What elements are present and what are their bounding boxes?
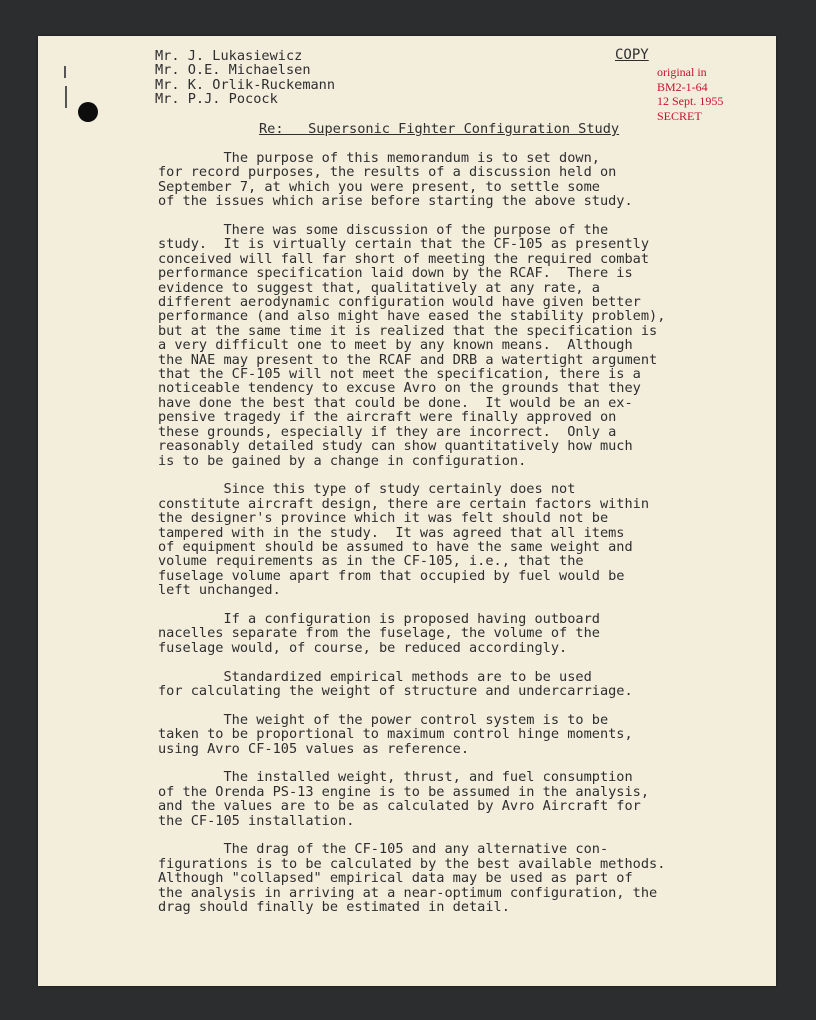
memo-line: different aerodynamic configuration would have given better <box>158 294 641 311</box>
memo-line: fuselage volume apart from that occupied by fuel would be <box>158 567 625 584</box>
memo-line: of the Orenda PS-13 engine is to be assumed in the analysis, <box>158 783 650 800</box>
memo-line: and the values are to be as calculated by Avro Aircraft for <box>158 798 641 815</box>
document-page <box>38 36 776 986</box>
memo-line: If a configuration is proposed having outboard <box>158 610 600 627</box>
memo-line: Since this type of study certainly does not <box>158 481 576 498</box>
memo-line: volume requirements as in the CF-105, i.e., that the <box>158 553 584 570</box>
memo-line: The purpose of this memorandum is to set down, <box>158 150 600 166</box>
memo-line: for calculating the weight of structure and undercarriage. <box>158 682 633 699</box>
memo-paragraph <box>158 713 698 756</box>
memo-line: Although "collapsed" empirical data may be used as part of <box>158 870 633 887</box>
recipient-list <box>155 49 335 107</box>
margin-mark <box>64 66 66 78</box>
memo-line: of the issues which arise before starting the above study. <box>158 193 633 210</box>
memo-line: fuselage would, of course, be reduced accordingly. <box>158 639 568 656</box>
memo-line: September 7, at which you were present, to settle some <box>158 178 600 195</box>
archive-annotation <box>657 65 723 123</box>
memo-line: Standardized empirical methods are to be used <box>158 668 592 685</box>
memo-line: study. It is virtually certain that the CF-105 as presently <box>158 236 650 253</box>
memo-line: the designer's province which it was felt should not be <box>158 510 609 527</box>
subject-line: Re: Supersonic Fighter Configuration Study <box>259 121 620 137</box>
memo-paragraph <box>158 482 698 597</box>
memo-line: evidence to suggest that, qualitatively at any rate, a <box>158 279 600 296</box>
memo-line: the NAE may present to the RCAF and DRB a watertight argument <box>158 351 658 368</box>
memo-line: noticeable tendency to excuse Avro on the grounds that they <box>158 380 641 397</box>
memo-line: drag should finally be estimated in detail. <box>158 899 510 916</box>
memo-line: performance (and also might have eased the stability problem), <box>158 308 666 325</box>
memo-line: reasonably detailed study can show quantitatively how much <box>158 438 633 455</box>
memo-line: these grounds, especially if they are incorrect. Only a <box>158 423 617 440</box>
recipient: Mr. O.E. Michaelsen <box>155 62 311 79</box>
memo-line: left unchanged. <box>158 582 281 599</box>
recipient: Mr. P.J. Pocock <box>155 91 278 108</box>
annotation-line: BM2-1-64 <box>657 79 708 94</box>
memo-body <box>158 151 698 929</box>
memo-line: nacelles separate from the fuselage, the volume of the <box>158 625 600 642</box>
memo-line: tampered with in the study. It was agreed that all items <box>158 524 625 541</box>
memo-line: The installed weight, thrust, and fuel consumption <box>158 769 633 786</box>
memo-line: The weight of the power control system is to be <box>158 711 609 728</box>
annotation-line: original in <box>657 65 707 79</box>
memo-paragraph <box>158 612 698 655</box>
memo-line: have done the best that could be done. It would be an ex- <box>158 394 633 411</box>
memo-paragraph <box>158 151 698 209</box>
punch-hole <box>78 102 98 122</box>
memo-line: using Avro CF-105 values as reference. <box>158 740 469 757</box>
recipient: Mr. K. Orlik-Ruckemann <box>155 76 336 93</box>
memo-line: for record purposes, the results of a discussion held on <box>158 164 617 181</box>
memo-line: performance specification laid down by the RCAF. There is <box>158 265 633 282</box>
annotation-line: SECRET <box>657 108 702 123</box>
annotation-line: 12 Sept. 1955 <box>657 94 724 108</box>
memo-line: conceived will fall far short of meeting the required combat <box>158 250 650 267</box>
memo-line: a very difficult one to meet by any known means. Although <box>158 337 633 354</box>
memo-line: of equipment should be assumed to have the same weight and <box>158 538 633 555</box>
memo-line: the CF-105 installation. <box>158 812 355 829</box>
memo-paragraph <box>158 842 698 914</box>
memo-line: There was some discussion of the purpose of the <box>158 222 609 239</box>
memo-line: is to be gained by a change in configuration. <box>158 452 527 469</box>
recipient: Mr. J. Lukasiewicz <box>155 48 303 64</box>
memo-line: but at the same time it is realized that the specification is <box>158 322 658 339</box>
memo-line: pensive tragedy if the aircraft were finally approved on <box>158 409 617 426</box>
memo-line: The drag of the CF-105 and any alternative con- <box>158 841 609 858</box>
margin-mark <box>65 86 67 108</box>
memo-line: constitute aircraft design, there are certain factors within <box>158 495 650 512</box>
memo-paragraph <box>158 770 698 828</box>
memo-line: the analysis in arriving at a near-optimum configuration, the <box>158 884 658 901</box>
memo-line: figurations is to be calculated by the best available methods. <box>158 855 666 872</box>
memo-paragraph <box>158 223 698 468</box>
copy-label: COPY <box>615 47 649 63</box>
memo-line: taken to be proportional to maximum control hinge moments, <box>158 726 633 743</box>
memo-line: that the CF-105 will not meet the specification, there is a <box>158 366 641 383</box>
memo-paragraph <box>158 670 698 699</box>
